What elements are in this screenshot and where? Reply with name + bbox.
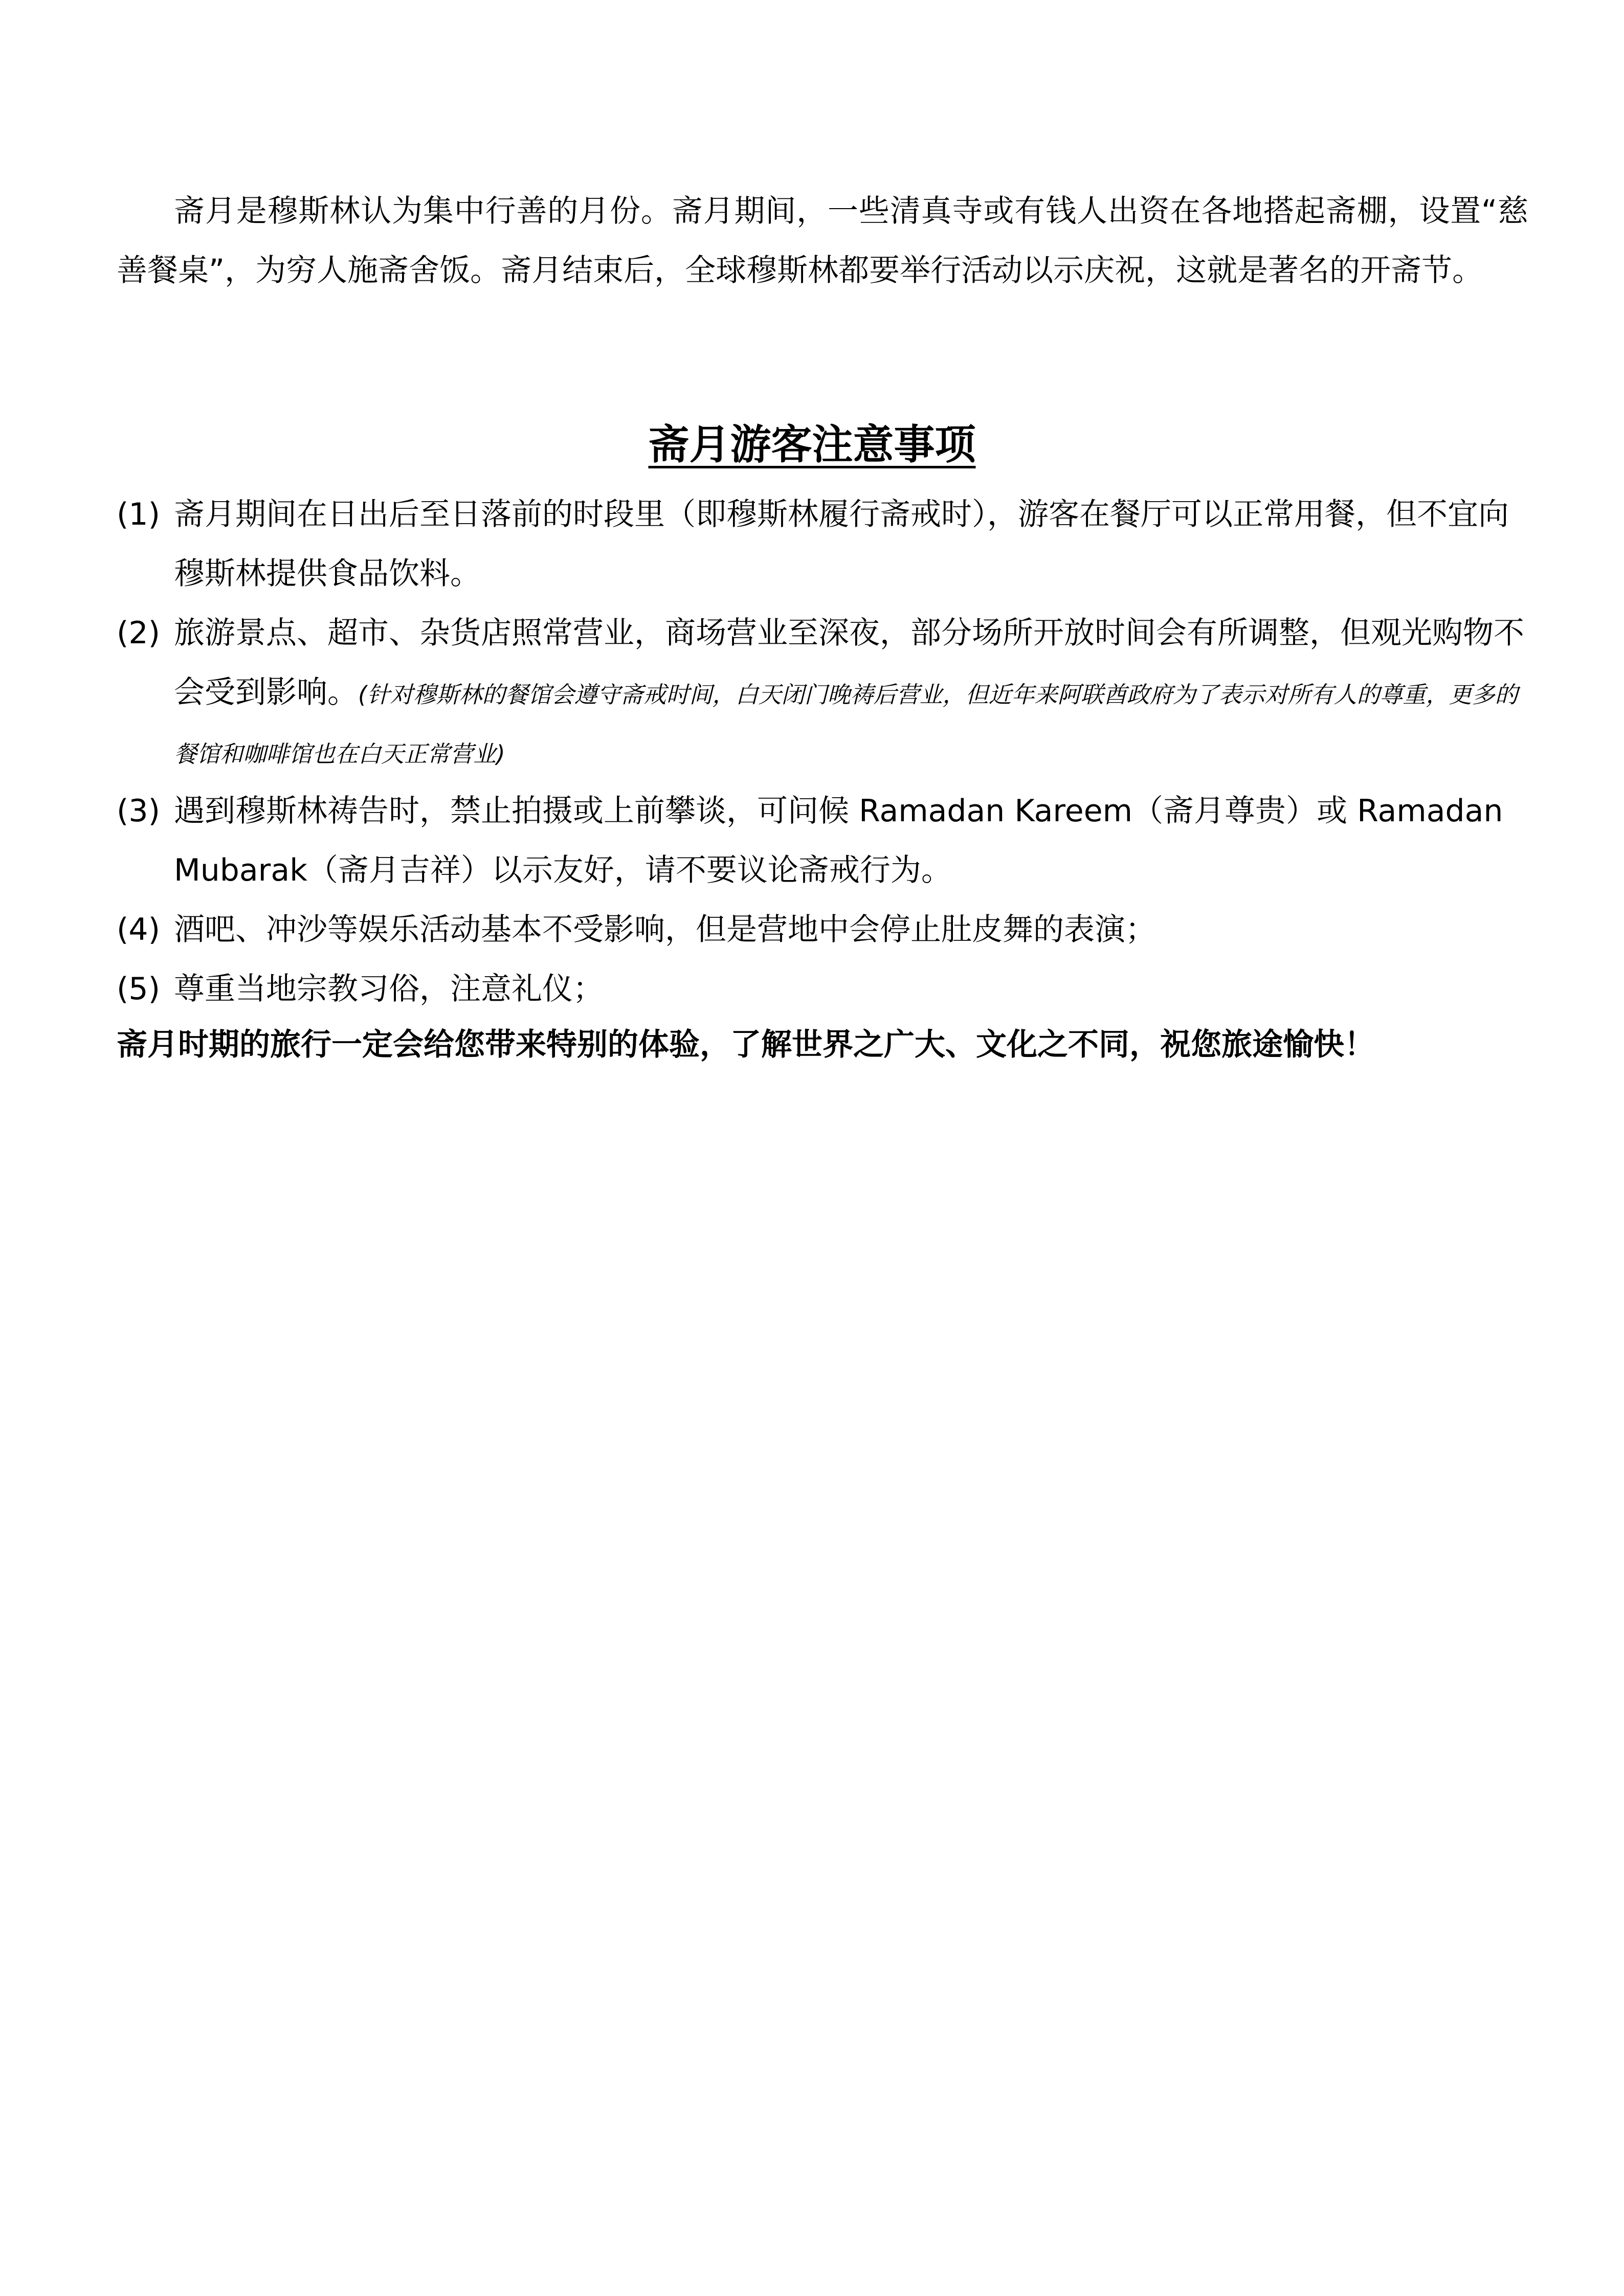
note-body: 斋月期间在日出后至日落前的时段里（即穆斯林履行斋戒时），游客在餐厅可以正常用餐，但不宜向穆斯林提供食品饮料。 [174,497,1509,592]
note-number: (3) [117,793,160,829]
note-number: (2) [117,615,160,651]
note-body: 旅游景点、超市、杂货店照常营业，商场营业至深夜，部分场所开放时间会有所调整，但观光购物不会受到影响。 [174,615,1524,710]
note-text [174,485,1528,603]
note-text [174,603,1528,781]
note-body: 酒吧、冲沙等娱乐活动基本不受影响，但是营地中会停止肚皮舞的表演； [174,912,1156,948]
note-item-1 [117,485,1528,603]
note-aside: (针对穆斯林的餐馆会遵守斋戒时间，白天闭门晚祷后营业，但近年来阿联酋政府为了表示对所有人的尊重，更多的餐馆和咖啡馆也在白天正常营业) [174,681,1518,768]
note-item-2 [117,603,1528,781]
notes-list [117,485,1528,1019]
note-number: (4) [117,912,160,948]
note-text [174,781,1528,900]
intro-paragraph: 斋月是穆斯林认为集中行善的月份。斋月期间，一些清真寺或有钱人出资在各地搭起斋棚，设置“慈善餐桌”，为穷人施斋舍饭。斋月结束后，全球穆斯林都要举行活动以示庆祝，这就是著名的开斋节。 [117,193,1528,288]
note-body: 尊重当地宗教习俗，注意礼仪； [174,971,604,1007]
note-item-4 [117,900,1528,959]
note-number: (1) [117,497,160,532]
note-body: 遇到穆斯林祷告时，禁止拍摄或上前攀谈，可问候 Ramadan Kareem（斋月尊贵）或 Ramadan Mubarak（斋月吉祥）以示友好，请不要议论斋戒行为。 [174,793,1503,888]
note-number: (5) [117,971,160,1007]
note-item-3 [117,781,1528,900]
note-text [174,900,1528,959]
note-text [174,959,1528,1019]
page-title: 斋月游客注意事项 [648,421,976,468]
note-item-5 [117,959,1528,1019]
closing-line: 斋月时期的旅行一定会给您带来特别的体验，了解世界之广大、文化之不同，祝您旅途愉快！ [117,1027,1375,1063]
